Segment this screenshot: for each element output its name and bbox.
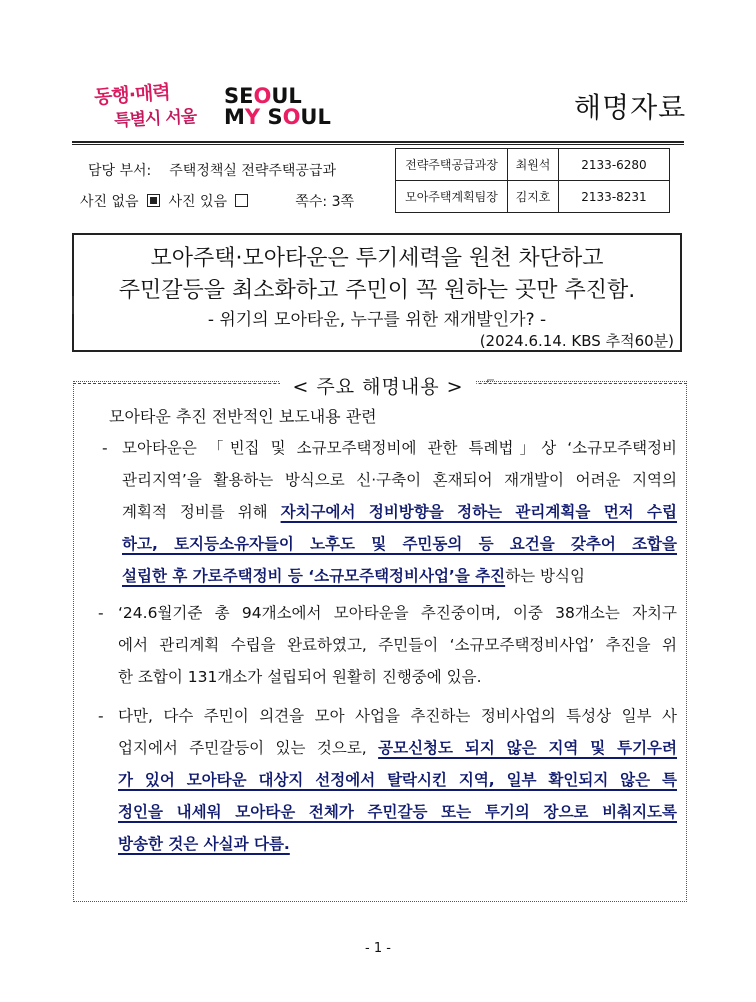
brand-line1: SEOUL	[224, 84, 302, 108]
contact-title: 전략주택공급과장	[396, 149, 508, 181]
paragraph-line	[122, 528, 677, 560]
contact-phone: 2133-6280	[559, 149, 670, 181]
paragraph-line: 모아타운은 「빈집 및 소규모주택정비에 관한 특례법」상 ‘소규모주택정비	[122, 439, 677, 457]
page-number: - 1 -	[365, 941, 391, 956]
paragraph-line	[122, 560, 677, 592]
paragraph-line	[118, 732, 677, 764]
document-type-title: 해명자료	[574, 91, 687, 124]
paragraph-line	[118, 796, 677, 828]
department-row	[88, 160, 336, 180]
plain-text: 하는 방식임	[505, 567, 585, 585]
contact-name: 최원석	[508, 149, 559, 181]
paragraph-2	[98, 597, 677, 693]
header-divider	[72, 141, 684, 143]
seoul-slogan-logo	[92, 80, 197, 132]
emphasis-text: 가 있어 모아타운 대상지 선정에서 탈락시킨 지역, 일부 확인되지 않은 특	[118, 771, 677, 789]
headline-line1: 모아주택·모아타운은 투기세력을 원천 차단하고	[150, 246, 604, 271]
headline-line2: 주민갈등을 최소화하고 주민이 꼭 원하는 곳만 추진함.	[118, 278, 636, 303]
photo-none-label: 사진 없음	[80, 194, 139, 210]
paragraph-line: 한 조합이 131개소가 설립되어 원활히 진행중에 있음.	[118, 668, 482, 686]
brand-line2: MY SOUL	[224, 105, 331, 129]
emphasis-text: 공모신청도 되지 않은 지역 및 투기우려	[378, 739, 677, 757]
slogan-line1: 동행·매력	[93, 81, 171, 109]
seoul-my-soul-logo	[224, 84, 331, 130]
paragraph-3	[98, 700, 677, 860]
paragraph-line	[118, 764, 677, 796]
paragraph-line: 에서 관리계획 수립을 완료하였고, 주민들이 ‘소규모주택정비사업’ 추진을 위	[118, 636, 677, 654]
emphasis-text: 자치구에서 정비방향을 정하는 관리계획을 먼저 수립	[280, 503, 677, 521]
photo-none-checkbox[interactable]	[147, 194, 160, 207]
section-heading-text: < 주요 해명내용 >	[280, 376, 475, 398]
section-heading	[0, 372, 756, 399]
emphasis-text: 하고, 토지등소유자들이 노후도 및 주민동의 등 요건을 갖추어 조합을	[122, 535, 677, 553]
department-value: 주택정책실 전략주택공급과	[169, 163, 337, 179]
paragraph-line	[118, 828, 677, 860]
table-row	[396, 149, 670, 181]
edit-marker: ⌐	[486, 374, 496, 387]
paragraph-line	[122, 496, 677, 528]
headline-source: (2024.6.14. KBS 추적60분)	[479, 332, 674, 350]
bullet-dash: -	[98, 707, 104, 725]
paragraph-line: 관리지역’을 활용하는 방식으로 신·구축이 혼재되어 재개발이 어려운 지역의	[122, 471, 677, 489]
plain-text: 업지에서 주민갈등이 있는 것으로,	[118, 739, 379, 757]
emphasis-text: 방송한 것은 사실과 다름.	[118, 835, 290, 853]
contact-table	[395, 148, 670, 213]
emphasis-text: 정인을 내세워 모아타운 전체가 주민갈등 또는 투기의 장으로 비춰지도록	[118, 803, 677, 821]
paragraph-1	[102, 432, 677, 592]
headline-box	[72, 233, 682, 352]
headline-subtitle: - 위기의 모아타운, 누구를 위한 재개발인가? -	[207, 310, 547, 330]
margin-marker	[72, 296, 74, 314]
paragraph-line: 다만, 다수 주민이 의견을 모아 사업을 추진하는 정비사업의 특성상 일부 사	[118, 707, 677, 725]
slogan-line2: 특별시 서울	[113, 106, 197, 132]
plain-text: 계획적 정비를 위해	[122, 503, 281, 521]
table-row	[396, 181, 670, 213]
photo-yes-label: 사진 있음	[168, 194, 227, 210]
paragraph-line: ‘24.6월기준 총 94개소에서 모아타운을 추진중이며, 이중 38개소는 자치구	[118, 604, 677, 622]
emphasis-text: 설립한 후 가로주택정비 등 ‘소규모주택정비사업’을 추진	[122, 567, 506, 585]
bullet-dash: -	[98, 604, 104, 622]
header-divider-thin	[72, 144, 684, 145]
section-subheading: 모아타운 추진 전반적인 보도내용 관련	[109, 407, 377, 426]
photo-yes-checkbox[interactable]	[235, 194, 248, 207]
bullet-dash: -	[102, 439, 108, 457]
contact-phone: 2133-8231	[559, 181, 670, 213]
department-label: 담당 부서:	[88, 163, 152, 179]
contact-title: 모아주택계획팀장	[396, 181, 508, 213]
contact-name: 김지호	[508, 181, 559, 213]
page-count: 쪽수: 3쪽	[295, 194, 355, 210]
photo-pages-row	[80, 191, 354, 211]
